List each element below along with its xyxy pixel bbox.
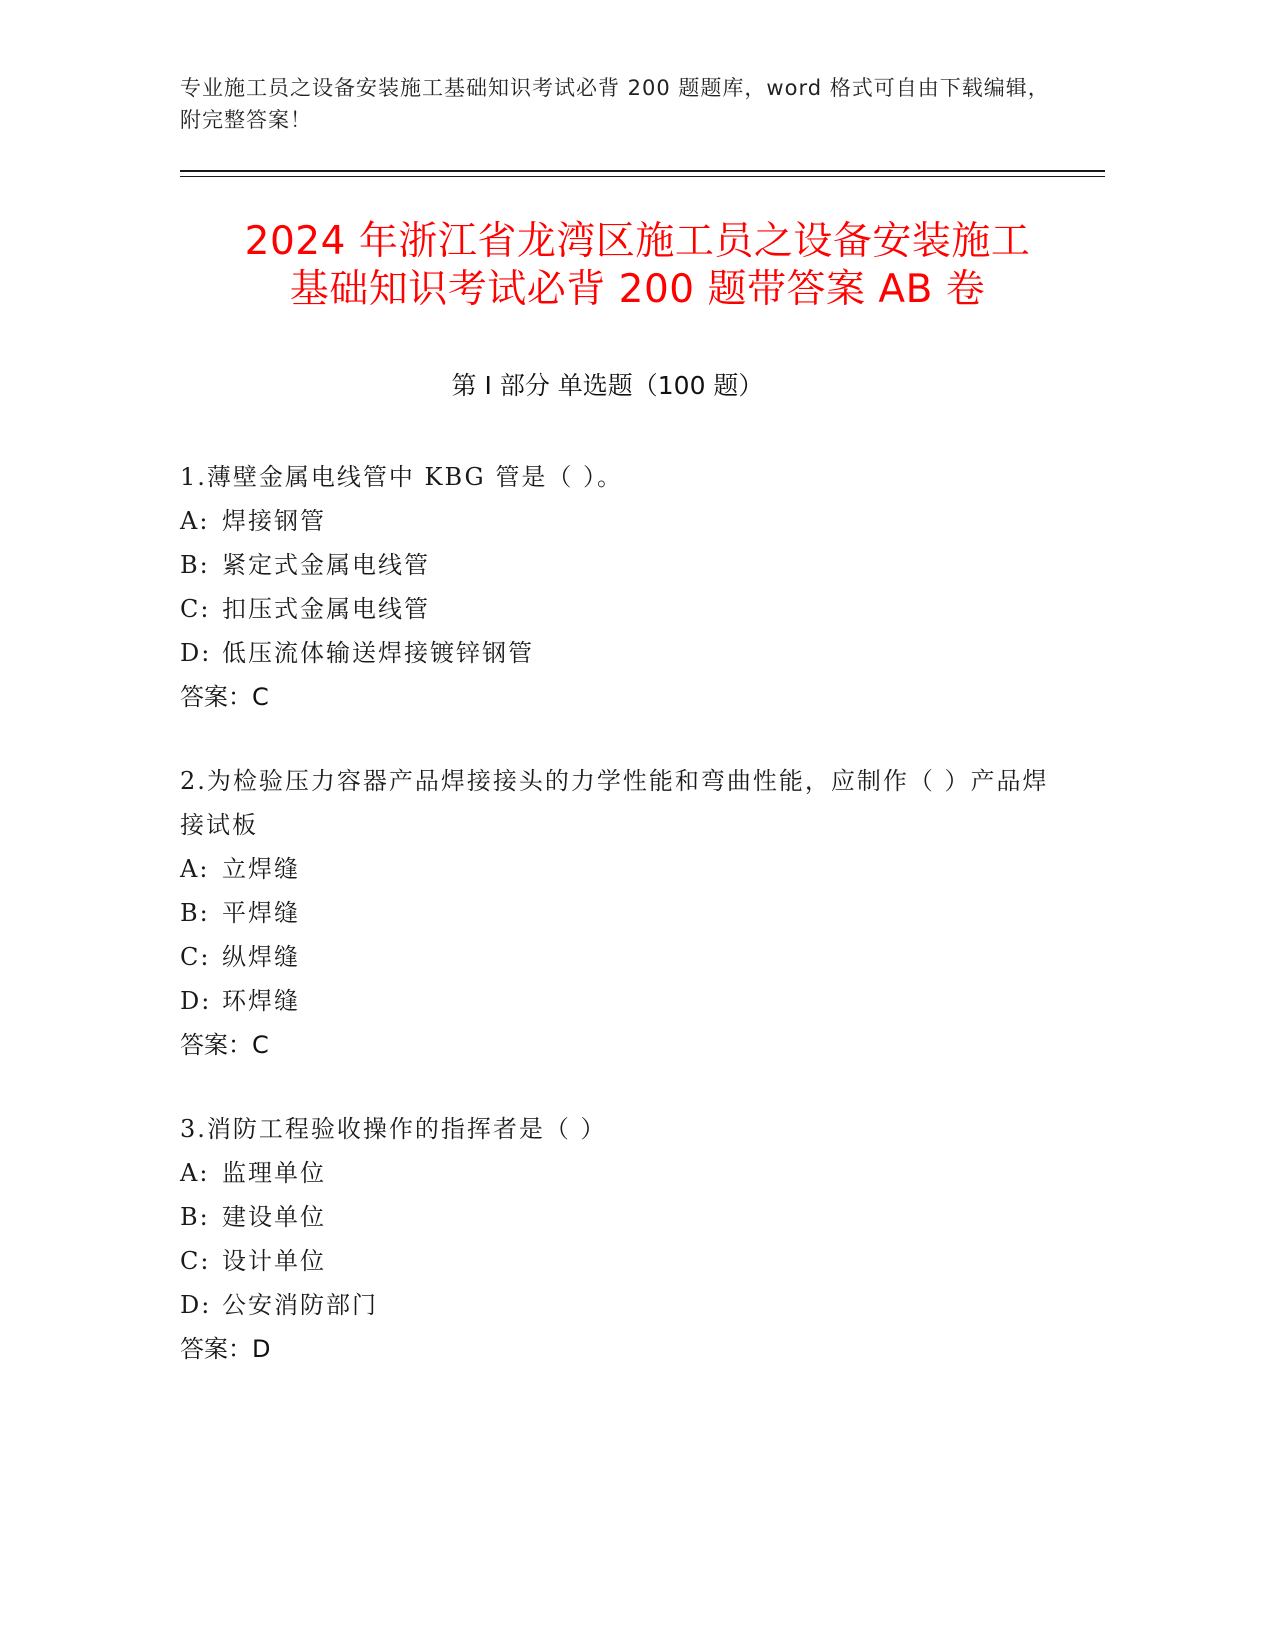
option-letter: B: [180,899,210,927]
answer: 答案：C [180,683,269,711]
answer: 答案：C [180,1031,269,1059]
option-text: 平焊缝 [222,899,300,927]
option-c [180,935,1060,979]
option-letter: C: [180,943,211,971]
option-c [180,1239,1060,1283]
question-1 [180,455,1060,719]
question-stem: 2.为检验压力容器产品焊接接头的力学性能和弯曲性能，应制作（ ）产品焊接试板 [180,767,1049,839]
option-letter: A: [180,507,210,535]
option-letter: A: [180,855,210,883]
option-d [180,631,1060,675]
option-text: 扣压式金属电线管 [222,595,430,623]
option-a [180,1151,1060,1195]
option-letter: A: [180,1159,210,1187]
header-divider-thin [180,176,1105,177]
option-text: 紧定式金属电线管 [222,551,430,579]
question-2 [180,759,1060,1067]
option-letter: C: [180,1247,211,1275]
option-d [180,1283,1060,1327]
option-text: 焊接钢管 [222,507,326,535]
header-divider-thick [180,170,1105,172]
answer: 答案：D [180,1335,271,1363]
option-b [180,891,1060,935]
option-letter: D: [180,639,212,667]
document-title [130,218,1145,314]
option-c [180,587,1060,631]
option-text: 环焊缝 [222,987,300,1015]
option-text: 纵焊缝 [222,943,300,971]
option-letter: C: [180,595,211,623]
question-stem: 3.消防工程验收操作的指挥者是（ ） [180,1115,607,1143]
option-text: 建设单位 [222,1203,326,1231]
document-title-line-2: 基础知识考试必背 200 题带答案 AB 卷 [289,267,986,312]
document-title-line-1: 2024 年浙江省龙湾区施工员之设备安装施工 [244,219,1031,264]
option-letter: D: [180,987,212,1015]
option-text: 监理单位 [222,1159,326,1187]
option-letter: B: [180,551,210,579]
section-title: 第 I 部分 单选题（100 题） [451,371,764,400]
option-a [180,499,1060,543]
option-text: 设计单位 [222,1247,326,1275]
option-text: 立焊缝 [222,855,300,883]
question-stem: 1.薄壁金属电线管中 KBG 管是（ ）。 [180,463,623,491]
option-d [180,979,1060,1023]
option-a [180,847,1060,891]
question-3 [180,1107,1060,1371]
option-b [180,543,1060,587]
option-letter: B: [180,1203,210,1231]
option-b [180,1195,1060,1239]
header-note: 专业施工员之设备安装施工基础知识考试必背 200 题题库，word 格式可自由下载编辑，附完整答案！ [180,76,1050,132]
option-text: 低压流体输送焊接镀锌钢管 [222,639,534,667]
option-letter: D: [180,1291,212,1319]
option-text: 公安消防部门 [222,1291,378,1319]
